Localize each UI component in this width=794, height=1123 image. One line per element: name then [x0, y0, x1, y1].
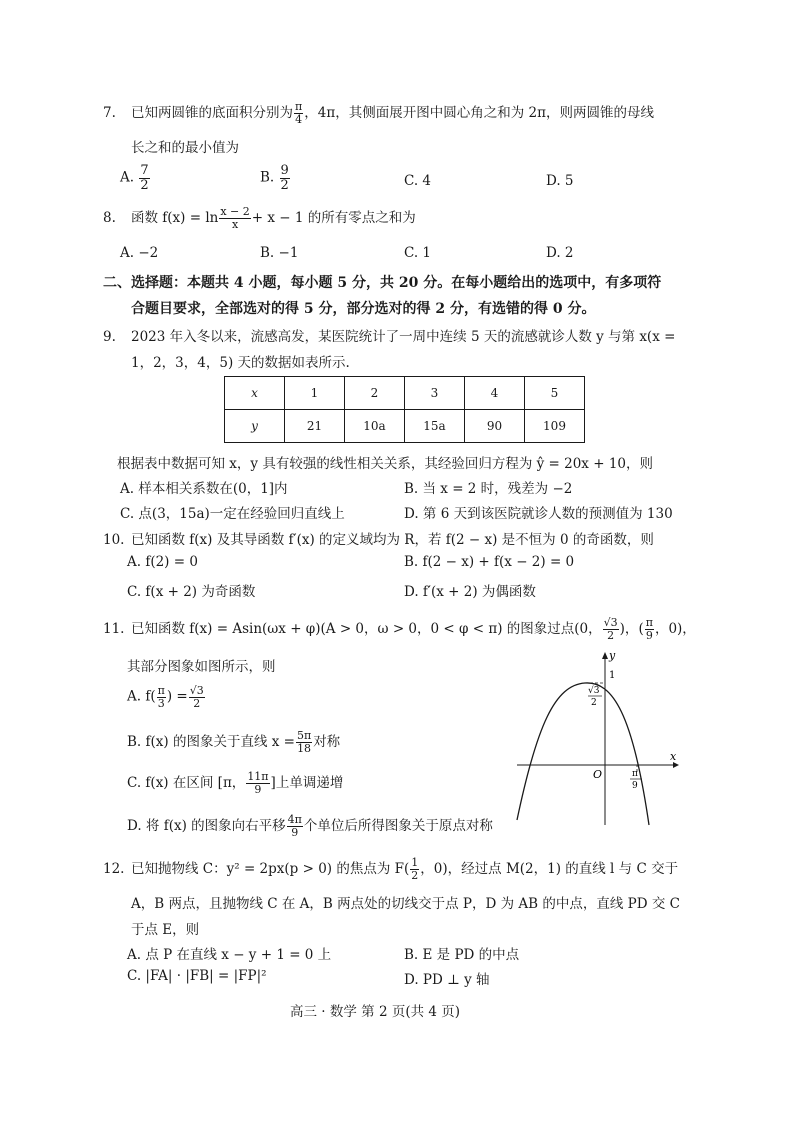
q7-line2: 长之和的最小值为 — [131, 140, 239, 156]
q11-sine-graph — [505, 645, 685, 830]
table-cell: 4 — [465, 377, 525, 410]
q7-option-d: D. 5 — [546, 173, 574, 189]
q11-line1 — [103, 617, 696, 642]
q11-b-text-1: B. f(x) 的图象关于直线 x = — [127, 734, 295, 750]
q9-option-a: A. 样本相关系数在(0，1]内 — [120, 481, 288, 497]
q11-option-c — [127, 771, 343, 796]
table-cell: 1 — [285, 377, 345, 410]
q10-text-1: 已知函数 f(x) 及其导函数 f′(x) 的定义域均为 R，若 f(2 − x) 是不恒为 0 的奇函数，则 — [131, 532, 654, 548]
q11-number: 11. — [103, 621, 125, 637]
q12-number: 12. — [103, 861, 125, 877]
q12-focus-den: 2 — [411, 869, 419, 882]
q10-option-b: B. f(2 − x) + f(x − 2) = 0 — [404, 554, 575, 570]
q12-option-d: D. PD ⊥ y 轴 — [404, 972, 490, 988]
q7-a-den: 2 — [140, 177, 149, 193]
q12-focus-frac — [410, 857, 419, 881]
q9-option-c: C. 点(3，15a)一定在经验回归直线上 — [120, 506, 345, 522]
q11-c-den: 9 — [254, 783, 262, 796]
q11-b-den: 18 — [297, 742, 312, 755]
q11-point2-close: ，0)， — [654, 621, 696, 637]
q11-c-bracket-open: [π， — [217, 775, 246, 791]
q11-b-frac — [296, 730, 312, 754]
q11-option-d — [127, 814, 493, 839]
q11-point1-close: )， — [619, 621, 639, 637]
table-cell: 3 — [405, 377, 465, 410]
pi9-num-label: π — [632, 769, 638, 779]
q8-option-a: A. −2 — [120, 245, 159, 261]
q7-option-b — [260, 164, 291, 192]
table-cell: y — [225, 410, 285, 443]
table-cell: 10a — [345, 410, 405, 443]
q11-a-den: 3 — [157, 696, 165, 710]
origin-label: O — [593, 768, 603, 781]
q10-line1 — [103, 528, 654, 548]
q11-d-frac — [287, 814, 303, 838]
q11-a-frac — [157, 685, 166, 709]
q11-d-den: 9 — [291, 826, 299, 839]
table-cell: 2 — [345, 377, 405, 410]
page-footer: 高三 · 数学 第 2 页(共 4 页) — [290, 1004, 461, 1020]
q11-a-num: π — [157, 684, 165, 697]
q7-frac-num: π — [295, 100, 303, 114]
q11-c-text-1: C. f(x) 在区间 — [127, 775, 214, 791]
q11-d-text-1: D. 将 f(x) 的图象向右平移 — [127, 818, 286, 834]
q8-frac — [219, 206, 250, 230]
q11-b-text-2: 对称 — [313, 734, 341, 750]
q7-frac-pi-4 — [294, 101, 303, 125]
q11-d-text-2: 个单位后所得图象关于原点对称 — [303, 818, 493, 834]
q11-p1-num: √3 — [603, 616, 618, 630]
q10-number: 10. — [103, 532, 125, 548]
q7-option-b-label: B. — [260, 169, 275, 186]
sqrt3-den-label: 2 — [591, 698, 597, 708]
q11-c-bracket-close: ] — [270, 775, 276, 791]
q12-focus-num: 1 — [411, 856, 419, 870]
q8-option-d: D. 2 — [546, 245, 574, 261]
x-axis-label: x — [670, 750, 677, 763]
q11-option-b — [127, 730, 340, 755]
y-axis-arrow-icon — [602, 652, 608, 659]
q11-a-rhs-frac — [189, 685, 205, 709]
q7-option-c: C. 4 — [404, 173, 432, 189]
q10-option-a: A. f(2) = 0 — [127, 554, 198, 570]
q8-option-c: C. 1 — [404, 245, 432, 261]
q7-frac-den: 4 — [295, 113, 303, 126]
q7-number: 7. — [103, 105, 116, 121]
q12-line1 — [103, 857, 678, 882]
table-cell: 5 — [525, 377, 585, 410]
sqrt3-num-label: √3 — [588, 686, 600, 696]
table-cell: 21 — [285, 410, 345, 443]
max-value-label: 1 — [609, 670, 616, 681]
q8-frac-den: x — [231, 218, 239, 231]
q11-line2: 其部分图象如图所示，则 — [127, 659, 276, 675]
q11-a-text-1: A. f( — [127, 688, 156, 705]
q8-option-b: B. −1 — [260, 245, 299, 261]
q7-a-num: 7 — [140, 163, 149, 178]
q11-p2-num: π — [645, 616, 653, 630]
q11-c-text-2: 上单调递增 — [275, 775, 344, 791]
q7-line1 — [103, 101, 654, 126]
q12-line3: 于点 E，则 — [131, 922, 200, 938]
q7-text-b: ，4π，其侧面展开图中圆心角之和为 2π，则两圆锥的母线 — [304, 105, 654, 121]
q10-option-d: D. f′(x + 2) 为偶函数 — [404, 584, 536, 600]
section-2-heading-line2: 合题目要求，全部选对的得 5 分，部分选对的得 2 分，有选错的得 0 分。 — [131, 301, 596, 317]
q7-b-num: 9 — [280, 163, 289, 178]
q9-line3: 根据表中数据可知 x，y 具有较强的线性相关关系，其经验回归方程为 ŷ = 20x + 10，则 — [117, 456, 653, 472]
q7-option-a-label: A. — [120, 169, 135, 186]
q8-number: 8. — [103, 210, 116, 226]
sine-curve — [517, 683, 649, 825]
q9-option-b: B. 当 x = 2 时，残差为 −2 — [404, 481, 573, 497]
q8-frac-num: x − 2 — [220, 205, 250, 219]
q12-option-a: A. 点 P 在直线 x − y + 1 = 0 上 — [127, 947, 332, 963]
q9-line2: 1，2，3，4，5) 天的数据如表所示. — [131, 355, 350, 371]
q11-point2-frac — [645, 617, 654, 641]
q7-option-a — [120, 164, 151, 192]
q12-option-c: C. |FA| · |FB| = |FP|² — [127, 968, 267, 984]
q11-point1-open: (0， — [574, 621, 602, 637]
q7-text-a: 已知两圆锥的底面积分别为 — [131, 105, 293, 121]
q10-option-c: C. f(x + 2) 为奇函数 — [127, 584, 256, 600]
q11-d-num: 4π — [287, 813, 302, 827]
q9-number: 9. — [103, 329, 116, 345]
q11-p1-den: 2 — [607, 629, 615, 642]
q11-c-num: 11π — [247, 770, 269, 784]
table-row — [225, 377, 585, 410]
q11-a-rhs-num: √3 — [189, 684, 204, 697]
q11-a-text-2: ) = — [166, 688, 188, 705]
q9-text-1: 2023 年入冬以来，流感高发，某医院统计了一周中连续 5 天的流感就诊人数 y 与第 x(x = — [131, 329, 676, 345]
q9-line1 — [103, 325, 675, 345]
q8-text-a: 函数 f(x) = ln — [131, 210, 219, 226]
q12-line2: A，B 两点，且抛物线 C 在 A，B 两点处的切线交于点 P，D 为 AB 的中点，直线 PD 交 C — [131, 896, 680, 912]
q12-text-2: ，0)，经过点 M(2，1) 的直线 l 与 C 交于 — [420, 861, 679, 877]
q9-option-d: D. 第 6 天到该医院就诊人数的预测值为 130 — [404, 506, 673, 522]
q11-option-a — [127, 685, 206, 709]
q12-focus-paren: ( — [404, 861, 410, 877]
q9-data-table — [224, 376, 585, 443]
q11-p2-den: 9 — [645, 629, 653, 642]
table-cell: 15a — [405, 410, 465, 443]
q11-b-num: 5π — [296, 729, 312, 743]
section-2-heading-line1: 二、选择题：本题共 4 小题，每小题 5 分，共 20 分。在每小题给出的选项中，有多项符 — [103, 275, 662, 291]
y-axis-label: y — [609, 649, 616, 662]
table-row — [225, 410, 585, 443]
q12-option-b: B. E 是 PD 的中点 — [404, 947, 520, 963]
table-cell: 109 — [525, 410, 585, 443]
q12-text-1: 已知抛物线 C：y² = 2px(p > 0) 的焦点为 F — [131, 861, 405, 877]
q11-a-rhs-den: 2 — [193, 696, 201, 710]
q11-point2-open: ( — [638, 621, 644, 637]
q8-text-b: + x − 1 的所有零点之和为 — [251, 210, 416, 226]
q11-c-frac — [246, 771, 269, 795]
q7-option-b-frac — [280, 164, 290, 192]
table-cell: x — [225, 377, 285, 410]
q11-text-1: 已知函数 f(x) = Asin(ωx + φ)(A > 0，ω > 0，0 < φ < π) 的图象过点 — [131, 621, 575, 637]
q7-option-a-frac — [139, 164, 149, 192]
q11-point1-frac — [603, 617, 619, 641]
pi9-den-label: 9 — [632, 781, 638, 791]
table-cell: 90 — [465, 410, 525, 443]
q8-line1 — [103, 206, 416, 231]
q7-b-den: 2 — [280, 177, 289, 193]
